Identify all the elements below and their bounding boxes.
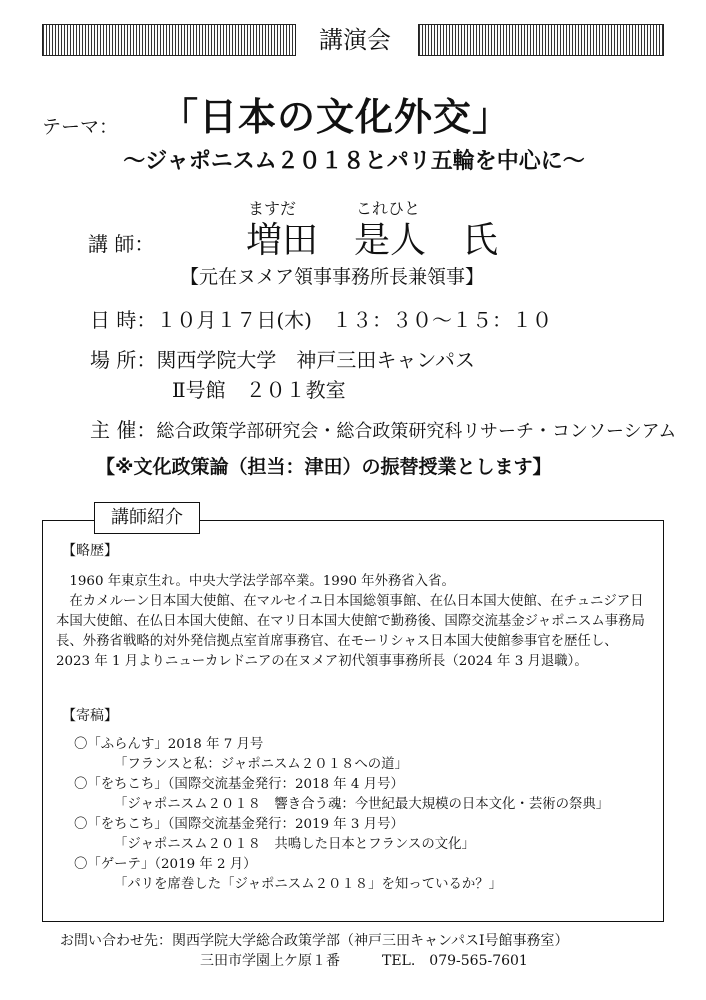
organizer-row [90,414,676,443]
contributions-list [74,735,644,895]
list-item [74,815,644,855]
organizer-label: 主 催： [90,418,157,442]
datetime-row [90,304,552,333]
career-paragraph-1: 1960 年東京生れ。中央大学法学部卒業。1990 年外務省入省。 [69,574,455,589]
datetime-label: 日 時： [90,308,157,332]
publication-title: 〇「をちこち」（国際交流基金発行：2019 年 3 月号） [74,817,404,832]
theme-label: テーマ： [42,116,119,138]
contact-line-1: お問い合わせ先：関西学院大学総合政策学部（神戸三田キャンパスⅠ号館事務室） [60,933,569,949]
venue-line1: 関西学院大学 神戸三田キャンパス [156,348,475,372]
organizer-value: 総合政策学部研究会・総合政策研究科リサーチ・コンソーシアム [156,421,677,442]
theme-title: 「日本の文化外交」 [160,95,512,139]
publication-title: 〇「ふらんす」2018 年 7 月号 [74,737,264,752]
list-item [74,855,644,895]
venue-label: 場 所： [90,348,157,372]
publication-title: 〇「ゲーテ」（2019 年 2 月） [74,857,257,872]
substitute-class-notice: 【※文化政策論（担当：津田）の振替授業とします】 [96,456,552,478]
publication-title: 〇「をちこち」（国際交流基金発行：2018 年 4 月号） [74,777,404,792]
article-title: 「ジャポニスム２０１８ 響き合う魂：今世紀最大規模の日本文化・芸術の祭典」 [114,797,610,812]
theme-subtitle: ～ジャポニスム２０１８とパリ五輪を中心に～ [123,149,585,174]
speaker-affiliation: 【元在ヌメア領事事務所長兼領事】 [180,266,485,288]
career-text [56,572,646,672]
article-title: 「パリを席巻した「ジャポニスム２０１８」を知っているか？」 [114,877,503,892]
speaker-ruby-family: ますだ [248,199,297,218]
header-hatch-left [42,24,296,56]
speaker-ruby-given: これひと [356,199,421,218]
contributions-heading: 【寄稿】 [62,708,118,724]
datetime-value: １０月１７日(木) １３：３０～１５：１０ [156,308,552,332]
page-title: 講演会 [319,26,391,54]
contact-info [60,931,569,971]
speaker-label: 講 師： [88,232,155,256]
list-item [74,735,644,775]
article-title: 「ジャポニスム２０１８ 共鳴した日本とフランスの文化」 [114,837,475,852]
list-item [74,775,644,815]
career-heading: 【略歴】 [62,543,118,559]
speaker-name: 増田 是人 氏 [246,220,499,261]
header-hatch-right [418,24,664,56]
article-title: 「フランスと私：ジャポニスム２０１８への道」 [114,757,408,772]
contact-line-2: 三田市学園上ケ原１番 TEL. 079-565-7601 [200,953,528,969]
career-paragraph-2: 在カメルーン日本国大使館、在マルセイユ日本国総領事館、在仏日本国大使館、在チュニジア日本国大使館、在仏日本国大使館、在マリ日本国大使館で勤務後、国際交流基金ジャポニスム事務局長、外務省戦略的対外発信拠点室首席事務官、在モーリシャス日本国大使館参事官を歴任し、2023 年 1 月よりニューカレドニアの在ヌメア初代領事事務所長（2024 年 3 月退職）。 [56,594,645,669]
venue-line2: Ⅱ号館 ２０１教室 [172,378,346,402]
speaker-intro-tab: 講師紹介 [94,502,200,534]
venue-row [90,344,475,373]
